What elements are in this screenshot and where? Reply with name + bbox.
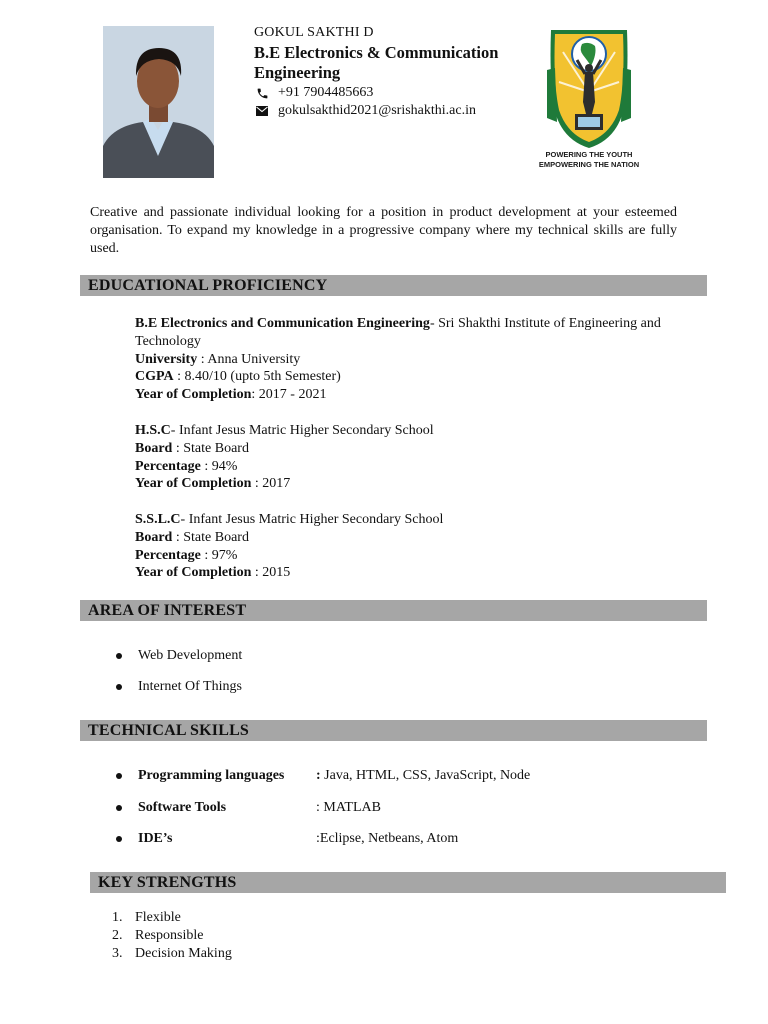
education-be <box>135 315 680 404</box>
cgpa-value: : 8.40/10 (upto 5th Semester) <box>173 369 341 385</box>
interest-text: Internet Of Things <box>138 679 242 694</box>
hsc-year-label: Year of Completion <box>135 476 252 492</box>
sslc-school: - Infant Jesus Matric Higher Secondary School <box>180 512 444 527</box>
email-row <box>254 102 476 120</box>
skill-row <box>116 830 458 848</box>
list-item <box>116 678 242 696</box>
skill-value: :Eclipse, Netbeans, Atom <box>316 831 459 846</box>
strength-text: Responsible <box>135 928 204 943</box>
phone-number: +91 7904485663 <box>278 85 374 100</box>
list-item <box>112 928 203 946</box>
skill-colon: : <box>316 768 325 783</box>
sslc-percentage-value: : 97% <box>200 547 238 563</box>
bullet-icon <box>116 805 122 811</box>
skill-label: Programming languages <box>138 768 285 783</box>
education-hsc <box>135 422 680 493</box>
hsc-title: H.S.C <box>135 423 171 438</box>
cgpa-label: CGPA <box>135 369 174 385</box>
bullet-icon <box>116 836 122 842</box>
strength-text: Decision Making <box>135 946 232 961</box>
profile-photo <box>103 26 214 178</box>
bullet-icon <box>116 684 122 690</box>
phone-row <box>254 84 373 102</box>
hsc-percentage-label: Percentage <box>135 458 201 474</box>
person-photo-icon <box>103 26 214 178</box>
be-title: B.E Electronics and Communication Engineering <box>135 316 430 331</box>
sslc-year-value: : 2015 <box>251 565 291 581</box>
candidate-name: GOKUL SAKTHI D <box>254 25 374 40</box>
university-label: University <box>135 351 198 367</box>
hsc-board-value: : State Board <box>172 440 249 456</box>
sslc-percentage-label: Percentage <box>135 547 201 563</box>
education-sslc <box>135 511 680 582</box>
list-number: 3. <box>112 946 123 961</box>
list-number: 1. <box>112 910 123 925</box>
sslc-year-label: Year of Completion <box>135 565 252 581</box>
be-year-label: Year of Completion <box>135 387 252 403</box>
skill-value: : MATLAB <box>316 800 381 815</box>
be-year-value: : 2017 - 2021 <box>251 387 327 403</box>
college-logo <box>533 22 645 177</box>
section-header-strengths: KEY STRENGTHS <box>90 872 726 893</box>
skill-row <box>116 799 381 817</box>
be-institute: - Sri Shakthi Institute of Engineering and Technology <box>135 316 661 349</box>
skill-value: Java, HTML, CSS, JavaScript, Node <box>324 768 531 783</box>
list-number: 2. <box>112 928 123 943</box>
interest-text: Web Development <box>138 648 243 663</box>
sslc-title: S.S.L.C <box>135 512 181 527</box>
section-header-education: EDUCATIONAL PROFICIENCY <box>80 275 707 296</box>
bullet-icon <box>116 773 122 779</box>
sslc-board-label: Board <box>135 529 173 545</box>
logo-tagline-1: POWERING THE YOUTH <box>545 150 633 159</box>
section-header-skills: TECHNICAL SKILLS <box>80 720 707 741</box>
hsc-year-value: : 2017 <box>251 476 291 492</box>
hsc-board-label: Board <box>135 440 173 456</box>
bullet-icon <box>116 653 122 659</box>
skill-label: IDE’s <box>138 831 173 846</box>
list-item <box>116 647 242 665</box>
email-address[interactable]: gokulsakthid2021@srishakthi.ac.in <box>278 103 476 118</box>
university-value: : Anna University <box>197 351 301 367</box>
skill-row <box>116 767 530 785</box>
list-item <box>112 946 232 964</box>
strength-text: Flexible <box>135 910 181 925</box>
degree-title: B.E Electronics & Communication Engineering <box>254 43 499 82</box>
hsc-school: - Infant Jesus Matric Higher Secondary School <box>170 423 434 438</box>
envelope-icon <box>254 104 270 118</box>
logo-tagline-2: EMPOWERING THE NATION <box>538 160 640 169</box>
sslc-board-value: : State Board <box>172 529 249 545</box>
list-item <box>112 910 181 928</box>
skill-label: Software Tools <box>138 800 227 815</box>
career-objective: Creative and passionate individual looking for a position in product development at your esteemed organisation. To expand my knowledge in a progressive company where my technical skills are fully used. <box>90 205 677 256</box>
phone-icon <box>254 86 270 100</box>
hsc-percentage-value: : 94% <box>200 458 238 474</box>
section-header-interest: AREA OF INTEREST <box>80 600 707 621</box>
